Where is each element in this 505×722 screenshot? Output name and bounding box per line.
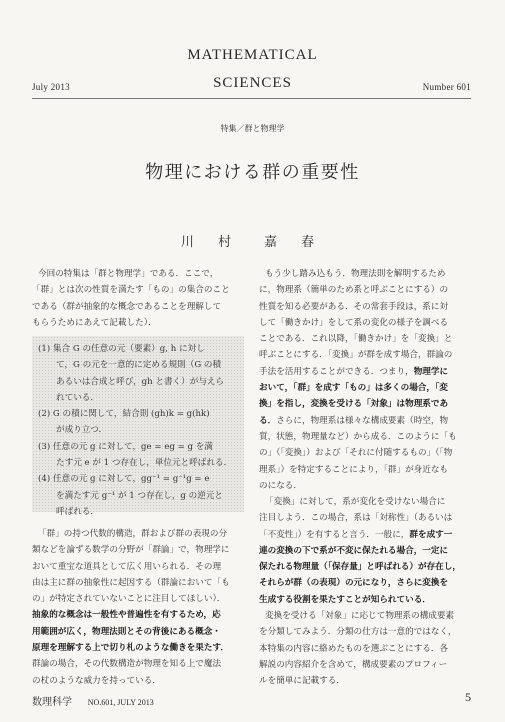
emphasis-line: 連の変換の下で系が不変に保たれる場合，一定に	[259, 545, 449, 556]
emphasis-line: それらが群（の表現）の元になり，さらに変換を	[259, 578, 449, 589]
text-line: 「変換」に対して，系が変化を受けない場合に	[265, 497, 446, 507]
text-line: もう少し踏み込もう．物理法則を解明するため	[265, 269, 446, 279]
text-line: の」が特定されていないことに注目してほしい）．	[32, 594, 226, 605]
text-line: 本特集の内容に絡めたものを選ぶことにする．各	[259, 643, 449, 654]
axiom-item	[38, 471, 242, 520]
text-line: を分類してみよう．分類の仕方は一意的ではなく，	[259, 627, 457, 638]
right-paragraph-3	[259, 608, 471, 689]
magazine-title-line2: SCIENCES	[213, 75, 292, 91]
text-line: である（群が抽象的な概念であることを理解して	[32, 301, 222, 312]
page-number: 5	[465, 690, 471, 704]
text-line: のになる．	[259, 480, 302, 491]
axiom-number: (3)	[38, 441, 51, 452]
text-line: 解説の内容紹介を含めて，構成要素のプロフィー	[259, 659, 448, 670]
text-line: 由は主に群の抽象性に起因する（群論において「も	[32, 577, 230, 588]
text-line: 呼ぶことにする．「変換」が群を成す場合，群論の	[259, 350, 453, 361]
emphasis-line: 用範囲が広く，物理法則とその背後にある概念・	[32, 626, 221, 637]
emphasis-run: 物理学に	[413, 366, 449, 377]
text-line: 群論の場合，その代数構造が物理を知る上で魔法	[32, 659, 222, 670]
text-line: 「群」の持つ代数的構造，群および群の表現の分	[38, 529, 228, 539]
text-line	[259, 413, 471, 429]
emphasis-line: おいて，「群」を成す「もの」は多くの場合，「変	[259, 383, 448, 394]
axiom-number: (1)	[38, 344, 51, 354]
text-line: の」（「変換」）および「それに付随するもの」（「物	[259, 448, 453, 459]
text-line: 類などを論ずる数学の分野が「群論」で，物理学に	[32, 545, 230, 556]
text-line: て，G の元を一意的に定める規則（G の積	[56, 360, 222, 371]
text-line: あるいは合成と呼び，gh と書く）が与えら	[56, 376, 225, 387]
text-line: たす元 e が 1 つ存在し，単位元と呼ばれる．	[56, 458, 233, 469]
text-line: れている．	[56, 392, 99, 403]
emphasis-line: 抽象的な概念は一般性や普遍性を有するため，応	[32, 610, 221, 621]
text-run: 手法を活用することができる．つまり，	[259, 366, 414, 377]
text-line: 呼ばれる．	[56, 506, 99, 517]
issue-number: Number 601	[422, 82, 471, 92]
emphasis-line: 生成する役割を果たすことが知られている．	[259, 594, 431, 605]
axiom-item	[38, 439, 242, 472]
footer-journal	[32, 693, 154, 708]
group-axioms-box	[32, 336, 244, 517]
text-line	[259, 364, 471, 380]
text-line: ことである．これ以降，「働きかけ」を「変換」と	[259, 334, 453, 345]
axiom-number: (2)	[38, 409, 51, 420]
text-line: して「働きかけ」をして系の変化の様子を調べる	[259, 317, 449, 328]
axiom-item	[38, 406, 242, 439]
emphasis-line: 換」を指し，変換を受ける「対象」は物理系であ	[259, 399, 449, 410]
header-rule	[32, 98, 471, 99]
text-line: 集合 G の任意の元（要素）g, h に対し	[52, 344, 205, 354]
text-line: 任意の元 g に対して，gg⁻¹ = g⁻¹g = e	[52, 474, 210, 485]
intro-paragraph	[32, 266, 244, 331]
text-line: ルを簡単に記載する．	[259, 676, 345, 687]
text-line: もらうためにあえて記載した）．	[32, 317, 157, 328]
text-line: 任意の元 g に対して，ge = eg = g を満	[52, 441, 213, 452]
text-line: 注目しよう．この場合，系は「対称性」（あるいは	[259, 513, 453, 524]
text-line: を満たす元 g⁻¹ が 1 つ存在し，g の逆元と	[56, 490, 224, 501]
axiom-number: (4)	[38, 474, 51, 485]
emphasis-run: る．	[259, 415, 277, 426]
text-line: の杖のような威力を持っている．	[32, 675, 161, 686]
text-line: 変換を受ける「対象」に応じて物理系の構成要素	[265, 611, 455, 621]
journal-issue: NO.601, JULY 2013	[87, 698, 154, 707]
text-line: が成り立つ．	[56, 425, 108, 436]
text-line: 質，状態，物理量など）から成る．このように「も	[259, 431, 457, 442]
article-author: 川 村 嘉 春	[180, 235, 325, 250]
right-paragraph-2	[259, 494, 471, 608]
emphasis-run: 群を成す一	[409, 529, 453, 540]
text-run: 「不変性」）を有すると言う．一般に，	[259, 529, 410, 540]
text-line: に，物理系（簡単のため系と呼ぶことにする）の	[259, 285, 449, 296]
text-line: 性質を知る必要がある．その常套手段は，系に対	[259, 301, 449, 312]
text-line: 理系」）を特定することにより，「群」が身近なも	[259, 464, 449, 475]
left-body-paragraph	[32, 526, 244, 689]
emphasis-line: 保たれる物理量（「保存量」と呼ばれる）が存在し，	[259, 562, 461, 573]
magazine-title-line1: MATHEMATICAL	[187, 47, 318, 63]
text-line	[259, 527, 471, 543]
axiom-item	[38, 341, 242, 406]
right-paragraph-1	[259, 266, 471, 494]
article-title: 物理における群の重要性	[145, 162, 360, 183]
issue-date: July 2013	[32, 82, 70, 92]
text-line: G の積に関して，結合則 (gh)k = g(hk)	[52, 409, 210, 420]
emphasis-line: 原理を理解する上で切り札のような働きを果たす．	[32, 643, 229, 654]
text-line: おいて重宝な道具として広く用いられる．その理	[32, 561, 222, 572]
text-run: さらに，物理系は様々な構成要素（時空，物	[276, 415, 449, 426]
text-line: 「群」とは次の性質を満たす「もの」の集合のこと	[32, 285, 230, 296]
journal-name: 数理科学	[32, 697, 72, 708]
special-feature-label: 特集／群と物理学	[220, 124, 285, 133]
text-line: 今回の特集は「群と物理学」である．ここで，	[38, 269, 219, 279]
